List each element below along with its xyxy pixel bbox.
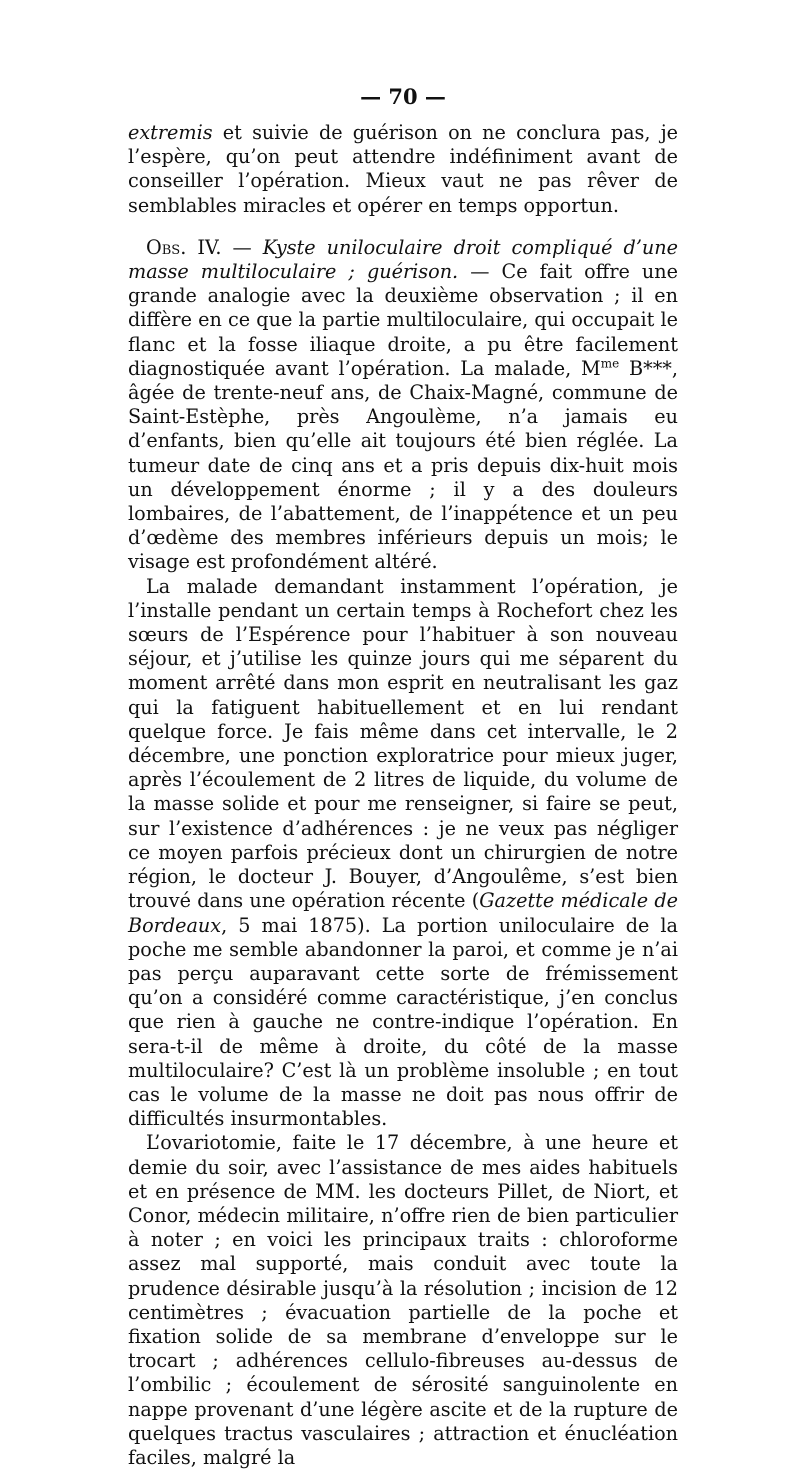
observation-title: Kyste uniloculaire droit compliqué d’une masse multiloculaire ; guérison.: [128, 235, 678, 284]
observation-label: Obs. IV.: [146, 235, 222, 259]
italic-lead: extremis: [128, 121, 213, 144]
paragraph-text: et suivie de guérison on ne conclura pas, je l’espère, qu’on peut attendre indéfiniment avant de conseiller l’opération. Mieux vaut ne pas rêver de semblables miracles et opérer en temps opportun.: [128, 121, 678, 217]
paragraph-conclusion: [128, 121, 678, 218]
paragraph-text: — Ce fait offre une grande analogie avec la deuxième observation ; il en diffère en ce que la partie multiloculaire, qui occupait le flanc et la fosse iliaque droite, a pu être facilement diagnostiquée avant l’opération. La malade, M: [128, 260, 679, 380]
paragraph-text: La malade demandant instamment l’opération, je l’installe pendant un certain temps à Rochefort chez les sœurs de l’Espérence pour l’habituer à son nouveau séjour, et j’utilise les quinze jours qui me séparent du moment arrêté dans mon esprit en neutralisant les gaz qui la fatiguent habituellement et en lui rendant quelque force. Je fais même dans cet intervalle, le 2 décembre, une ponction exploratrice pour mieux juger, après l’écoulement de 2 litres de liquide, du volume de la masse solide et pour me renseigner, si faire se peut, sur l’existence d’adhérences : je ne veux pas négliger ce moyen parfois précieux dont un chirurgien de notre région, le docteur J. Bouyer, d’Angoulême, s’est bien trouvé dans une opération récente (: [128, 574, 678, 913]
superscript: me: [600, 356, 620, 371]
page: [128, 84, 678, 1470]
paragraph-text-continued: B***, âgée de trente-neuf ans, de Chaix-Magné, commune de Saint-Estèphe, près Angoulème, n’a jamais eu d’enfants, bien qu’elle ait toujours été bien réglée. La tumeur date de cinq ans et a pris depuis dix-huit mois un développement énorme ; il y a des douleurs lombaires, de l’abattement, de l’inappétence et un peu d’œdème des membres inférieurs depuis un mois; le visage est profondément altéré.: [128, 356, 678, 574]
paragraph-text-continued: , 5 mai 1875). La portion uniloculaire de la poche me semble abandonner la paroi, et comme je n’ai pas perçu auparavant cette sorte de frémissement qu’on a considéré comme caractéristique, j’en conclus que rien à gauche ne contre-indique l’opération. En sera-t-il de même à droite, du côté de la masse multiloculaire? C’est là un problème insoluble ; en tout cas le volume de la masse ne doit pas nous offrir de difficultés insurmontables.: [128, 913, 678, 1131]
paragraph-preparation: [128, 575, 678, 1132]
observation-iv: [128, 236, 678, 575]
paragraph-text: L’ovariotomie, faite le 17 décembre, à une heure et demie du soir, avec l’assistance de mes aides habituels et en présence de MM. les docteurs Pillet, de Niort, et Conor, médecin militaire, n’offre rien de bien particulier à noter ; en voici les principaux traits : chloroforme assez mal supporté, mais conduit avec toute la prudence désirable jusqu’à la résolution ; incision de 12 centimètres ; évacuation partielle de la poche et fixation solide de sa membrane d’enveloppe sur le trocart ; adhérences cellulo-fibreuses au-dessus de l’ombilic ; écoulement de sérosité sanguinolente en nappe provenant d’une légère ascite et de la rupture de quelques tractus vasculaires ; attraction et énucléation faciles, malgré la: [128, 1131, 678, 1469]
dash: —: [221, 235, 263, 259]
paragraph-ovariotomy: [128, 1131, 678, 1470]
page-number: — 70 —: [360, 84, 446, 109]
citation-journal: Gazette médicale de Bordeaux: [128, 889, 678, 937]
